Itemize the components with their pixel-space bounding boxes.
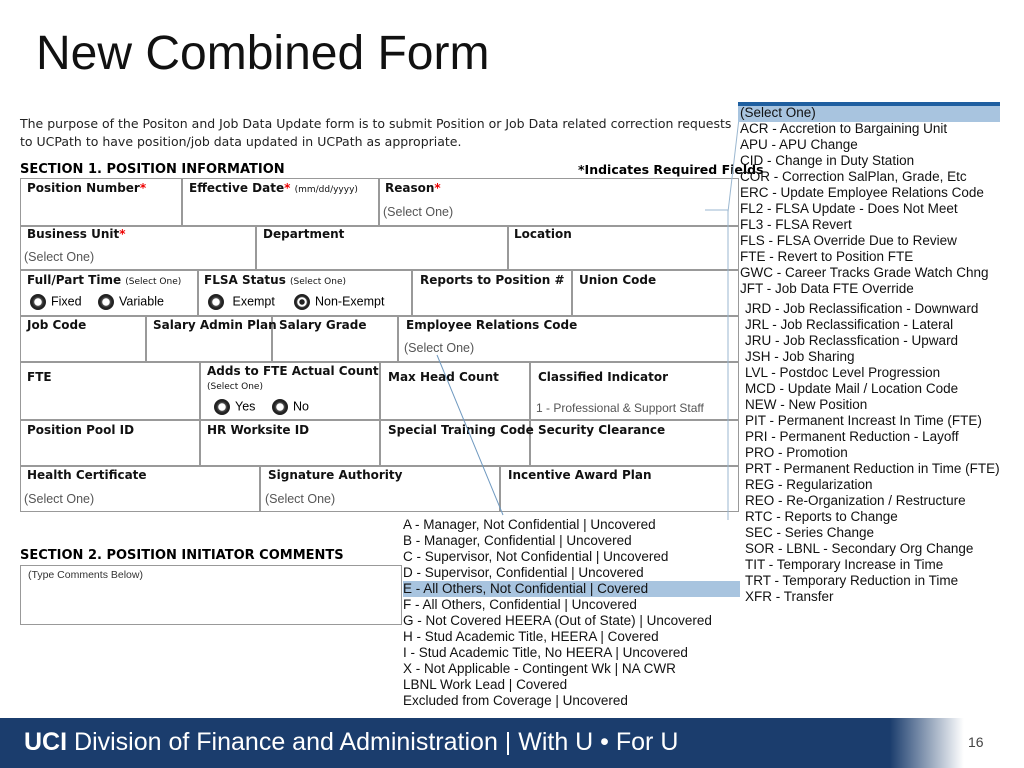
dropdown-option[interactable]: I - Stud Academic Title, No HEERA | Uncovered	[403, 645, 688, 660]
dropdown-option[interactable]: JRU - Job Reclassfication - Upward	[745, 333, 959, 348]
slide-title: New Combined Form	[36, 27, 490, 80]
dropdown-option[interactable]: REO - Re-Organization / Restructure	[745, 493, 966, 508]
dropdown-option[interactable]: C - Supervisor, Not Confidential | Uncovered	[403, 549, 669, 564]
dropdown-option[interactable]: TIT - Temporary Increase in Time	[745, 557, 944, 572]
reason-label: Reason*	[385, 181, 441, 195]
reason-select[interactable]: (Select One)	[383, 205, 454, 219]
dropdown-option[interactable]: FLS - FLSA Override Due to Review	[740, 233, 957, 248]
position-pool-label: Position Pool ID	[27, 423, 135, 437]
exempt-radio[interactable]: Exempt	[208, 294, 275, 310]
location-label: Location	[514, 227, 572, 241]
dropdown-option[interactable]: RTC - Reports to Change	[745, 509, 898, 524]
dropdown-option[interactable]: A - Manager, Not Confidential | Uncovered	[403, 517, 656, 532]
no-radio[interactable]: No	[272, 399, 309, 415]
dropdown-option[interactable]: FL2 - FLSA Update - Does Not Meet	[740, 201, 958, 216]
dropdown-option[interactable]: TRT - Temporary Reduction in Time	[745, 573, 959, 588]
dropdown-option[interactable]: REG - Regularization	[745, 477, 873, 492]
dropdown-option[interactable]: PRO - Promotion	[745, 445, 848, 460]
comments-placeholder: (Type Comments Below)	[28, 569, 143, 581]
dropdown-option[interactable]: (Select One)	[740, 105, 816, 120]
dropdown-option[interactable]: NEW - New Position	[745, 397, 868, 412]
page-number: 16	[968, 734, 984, 750]
business-unit-select[interactable]: (Select One)	[24, 250, 95, 264]
flsa-status-label: FLSA Status (Select One)	[204, 273, 347, 287]
non-exempt-radio[interactable]: Non-Exempt	[294, 294, 384, 310]
salary-admin-plan-label: Salary Admin Plan	[153, 318, 277, 332]
signature-authority-select[interactable]: (Select One)	[265, 492, 336, 506]
dropdown-option[interactable]: GWC - Career Tracks Grade Watch Chng	[740, 265, 989, 280]
required-note: *Indicates Required Fields	[578, 162, 764, 177]
variable-radio[interactable]: Variable	[98, 294, 164, 310]
dropdown-option[interactable]: PRT - Permanent Reduction in Time (FTE)	[745, 461, 1000, 476]
incentive-award-label: Incentive Award Plan	[508, 468, 652, 482]
classified-indicator-label: Classified Indicator	[538, 370, 669, 384]
dropdown-option[interactable]: APU - APU Change	[740, 137, 858, 152]
dropdown-option[interactable]: JFT - Job Data FTE Override	[740, 281, 914, 296]
uci-logo: UCI	[24, 728, 68, 756]
health-certificate-select[interactable]: (Select One)	[24, 492, 95, 506]
dropdown-option[interactable]: PIT - Permanent Increast In Time (FTE)	[745, 413, 982, 428]
erc-label: Employee Relations Code	[406, 318, 578, 332]
fixed-radio[interactable]: Fixed	[30, 294, 82, 310]
dropdown-option[interactable]: B - Manager, Confidential | Uncovered	[403, 533, 632, 548]
dropdown-option[interactable]: SOR - LBNL - Secondary Org Change	[745, 541, 974, 556]
yes-radio[interactable]: Yes	[214, 399, 255, 415]
dropdown-option[interactable]: COR - Correction SalPlan, Grade, Etc	[740, 169, 967, 184]
classified-select[interactable]: 1 - Professional & Support Staff	[536, 401, 704, 415]
section1-heading: SECTION 1. POSITION INFORMATION	[20, 162, 285, 177]
union-code-label: Union Code	[579, 273, 657, 287]
dropdown-option[interactable]: XFR - Transfer	[745, 589, 834, 604]
erc-dropdown[interactable]	[403, 517, 740, 709]
signature-authority-label: Signature Authority	[268, 468, 403, 482]
special-training-label: Special Training Code	[388, 423, 534, 437]
reason-options-list-2[interactable]	[745, 301, 1000, 605]
dropdown-option[interactable]: H - Stud Academic Title, HEERA | Covered	[403, 629, 659, 644]
dropdown-option[interactable]: FTE - Revert to Position FTE	[740, 249, 914, 264]
erc-select[interactable]: (Select One)	[404, 341, 475, 355]
section2-heading: SECTION 2. POSITION INITIATOR COMMENTS	[20, 548, 344, 563]
dropdown-option[interactable]: PRI - Permanent Reduction - Layoff	[745, 429, 959, 444]
health-certificate-label: Health Certificate	[27, 468, 147, 482]
job-code-label: Job Code	[27, 318, 87, 332]
dropdown-option[interactable]: ERC - Update Employee Relations Code	[740, 185, 984, 200]
reports-to-label: Reports to Position #	[420, 273, 565, 287]
dropdown-option[interactable]: Excluded from Coverage | Uncovered	[403, 693, 628, 708]
effective-date-label: Effective Date* (mm/dd/yyyy)	[189, 181, 358, 195]
dropdown-option[interactable]: JRD - Job Reclassification - Downward	[745, 301, 979, 316]
dropdown-option[interactable]: X - Not Applicable - Contingent Wk | NA CWR	[403, 661, 676, 676]
position-number-label: Position Number*	[27, 181, 147, 195]
dropdown-option[interactable]: ACR - Accretion to Bargaining Unit	[740, 121, 948, 136]
form-intro: The purpose of the Positon and Job Data Update form is to submit Position or Job Data related correction requests to UCPath to have position/job data updated in UCPath as appropriate.	[20, 116, 732, 149]
dropdown-option[interactable]: FL3 - FLSA Revert	[740, 217, 852, 232]
dropdown-option[interactable]: MCD - Update Mail / Location Code	[745, 381, 959, 396]
dropdown-option[interactable]: CID - Change in Duty Station	[740, 153, 915, 168]
dropdown-option[interactable]: G - Not Covered HEERA (Out of State) | Uncovered	[403, 613, 712, 628]
reason-options-list[interactable]	[740, 105, 989, 297]
security-clearance-label: Security Clearance	[538, 423, 666, 437]
dropdown-option[interactable]: JRL - Job Reclassification - Lateral	[745, 317, 954, 332]
business-unit-label: Business Unit*	[27, 227, 126, 241]
hr-worksite-label: HR Worksite ID	[207, 423, 310, 437]
footer-text: UCI Division of Finance and Administration | With U • For U	[24, 728, 679, 756]
dropdown-option[interactable]: LVL - Postdoc Level Progression	[745, 365, 941, 380]
max-head-count-label: Max Head Count	[388, 370, 499, 384]
dropdown-option[interactable]: LBNL Work Lead | Covered	[403, 677, 568, 692]
dropdown-option[interactable]: F - All Others, Confidential | Uncovered	[403, 597, 637, 612]
footer-glow	[890, 718, 1024, 768]
full-part-time-label: Full/Part Time (Select One)	[27, 273, 182, 287]
dropdown-option[interactable]: JSH - Job Sharing	[745, 349, 855, 364]
fte-label: FTE	[27, 370, 52, 384]
dropdown-option[interactable]: E - All Others, Not Confidential | Covered	[403, 581, 740, 597]
dropdown-option[interactable]: D - Supervisor, Confidential | Uncovered	[403, 565, 644, 580]
salary-grade-label: Salary Grade	[279, 318, 367, 332]
department-label: Department	[263, 227, 345, 241]
adds-to-fte-label: Adds to FTE Actual Count (Select One)	[207, 364, 379, 392]
dropdown-option[interactable]: SEC - Series Change	[745, 525, 875, 540]
